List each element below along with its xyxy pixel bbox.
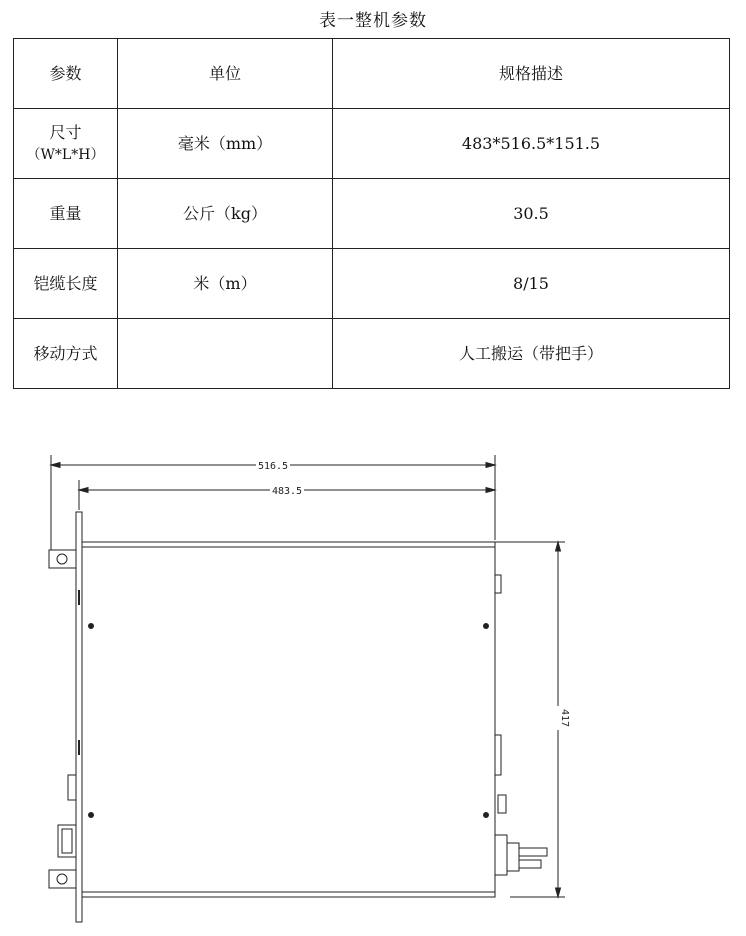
- chassis-body: [82, 542, 495, 897]
- row-param-sub: （W*L*H）: [26, 147, 105, 163]
- rear-cable: [519, 848, 547, 856]
- row-unit: 公斤（kg）: [118, 179, 333, 249]
- row-spec: 30.5: [333, 179, 730, 249]
- dimension-label-body: 483.5: [271, 486, 303, 497]
- row-param: 铠缆长度: [14, 249, 118, 319]
- screw-icon: [88, 623, 94, 629]
- rear-port: [495, 735, 501, 775]
- header-param: 参数: [14, 39, 118, 109]
- front-connector: [58, 825, 76, 857]
- rear-port: [495, 575, 501, 593]
- table-row: [14, 319, 730, 389]
- handle-bottom: [49, 870, 76, 888]
- table-title: 表一整机参数: [319, 11, 427, 31]
- row-unit: [118, 319, 333, 389]
- screw-icon: [483, 812, 489, 818]
- screw-icon: [88, 812, 94, 818]
- row-param: 移动方式: [14, 319, 118, 389]
- screw-icon: [483, 623, 489, 629]
- row-param-label: 尺寸: [49, 123, 82, 142]
- arrow-icon: [486, 463, 495, 468]
- technical-drawing: [0, 450, 746, 936]
- header-spec: 规格描述: [333, 39, 730, 109]
- row-spec: 8/15: [333, 249, 730, 319]
- table-row: [14, 249, 730, 319]
- row-spec: 483*516.5*151.5: [333, 109, 730, 179]
- arrow-icon: [556, 888, 561, 897]
- dimension-label-total: 516.5: [257, 461, 289, 472]
- dimension-label-height: 417: [559, 708, 570, 728]
- row-param: [14, 109, 118, 179]
- table-header-row: [14, 39, 730, 109]
- header-unit: 单位: [118, 39, 333, 109]
- row-unit: 米（m）: [118, 249, 333, 319]
- arrow-icon: [51, 463, 60, 468]
- table-row: [14, 109, 730, 179]
- parameter-table: [13, 38, 730, 389]
- row-param: 重量: [14, 179, 118, 249]
- front-panel: [76, 512, 82, 922]
- row-unit: 毫米（mm）: [118, 109, 333, 179]
- handle-top: [49, 550, 76, 568]
- table-row: [14, 179, 730, 249]
- arrow-icon: [79, 488, 88, 493]
- arrow-icon: [556, 542, 561, 551]
- rear-fitting: [498, 795, 506, 813]
- arrow-icon: [486, 488, 495, 493]
- row-spec: 人工搬运（带把手）: [333, 319, 730, 389]
- rear-cable-gland: [507, 843, 519, 871]
- rear-cable-gland: [495, 835, 507, 875]
- front-port: [68, 775, 76, 800]
- rear-cable: [519, 860, 541, 868]
